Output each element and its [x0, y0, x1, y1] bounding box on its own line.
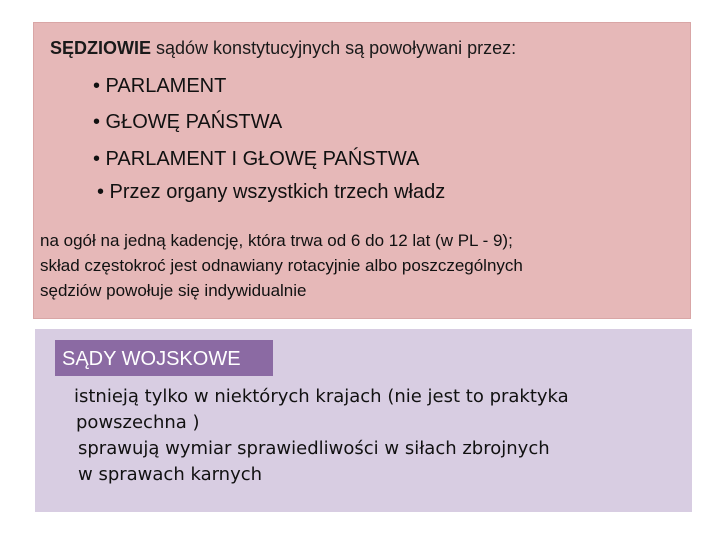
term-note-line-1: na ogół na jedną kadencję, która trwa od 6 do 12 lat (w PL - 9);	[40, 231, 513, 250]
description-line-4: w sprawach karnych	[78, 464, 263, 485]
term-note-line-2: skład częstokroć jest odnawiany rotacyjnie albo poszczególnych	[40, 256, 523, 275]
title-bold: SĘDZIOWIE	[50, 38, 152, 58]
bullet-parlament-i-glowa: • PARLAMENT I GŁOWĘ PAŃSTWA	[93, 148, 420, 170]
term-note-line-3: sędziów powołuje się indywidualnie	[40, 281, 307, 300]
bullet-glowa-panstwa: • GŁOWĘ PAŃSTWA	[93, 111, 283, 133]
slide-title	[50, 38, 516, 59]
bullet-trzy-wladze: • Przez organy wszystkich trzech władz	[97, 181, 446, 203]
military-courts-tag-label: SĄDY WOJSKOWE	[62, 348, 241, 370]
description-line-2: powszechna )	[76, 412, 200, 433]
bullet-parlament: • PARLAMENT	[93, 75, 227, 97]
term-note	[40, 228, 690, 303]
military-courts-description	[76, 384, 569, 488]
title-rest: sądów konstytucyjnych są powoływani przez:	[151, 38, 517, 58]
description-line-1: istnieją tylko w niektórych krajach (nie jest to praktyka	[74, 386, 569, 407]
description-line-3: sprawują wymiar sprawiedliwości w siłach zbrojnych	[78, 438, 550, 459]
